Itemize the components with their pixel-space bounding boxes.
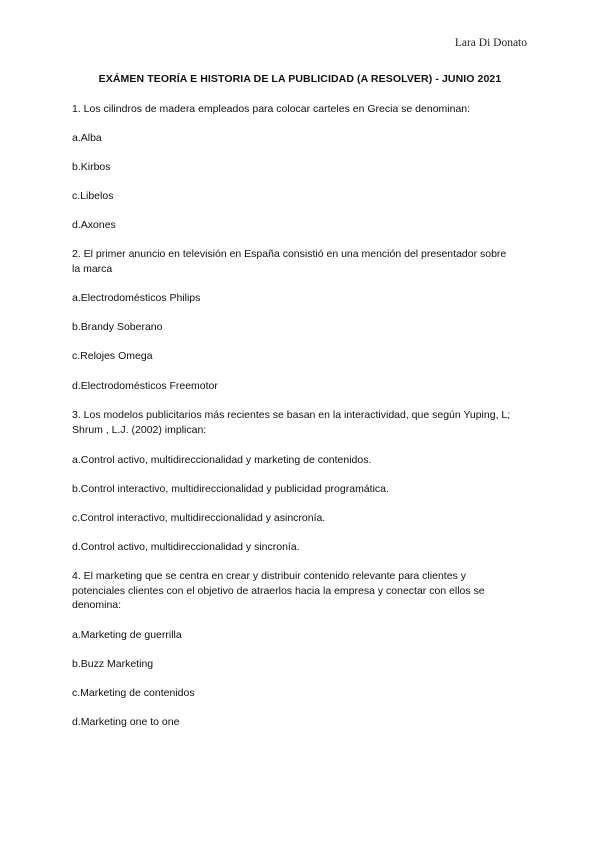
question-3-option-b: b.Control interactivo, multidireccionalidad y publicidad programática.: [72, 483, 389, 495]
question-3-option-a: a.Control activo, multidireccionalidad y marketing de contenidos.: [72, 454, 372, 466]
question-1-text: 1. Los cilindros de madera empleados para colocar carteles en Grecia se denominan:: [72, 103, 471, 115]
question-2-option-b: b.Brandy Soberano: [72, 321, 163, 333]
question-4-option-c: c.Marketing de contenidos: [72, 687, 195, 699]
question-4-option-a: a.Marketing de guerrilla: [72, 629, 182, 641]
question-1-option-b: b.Kirbos: [72, 161, 111, 173]
question-4-text: 4. El marketing que se centra en crear y distribuir contenido relevante para clientes y potenciales clientes con el objetivo de atraerlos hacia la empresa y conectar con ellos se denomina:: [72, 570, 485, 611]
question-2-option-d: d.Electrodomésticos Freemotor: [72, 380, 218, 392]
question-1-option-d: d.Axones: [72, 219, 116, 231]
question-2-option-a: a.Electrodomésticos Philips: [72, 292, 201, 304]
page-title: EXÁMEN TEORÍA E HISTORIA DE LA PUBLICIDAD (A RESOLVER) - JUNIO 2021: [98, 73, 502, 85]
question-4-option-d: d.Marketing one to one: [72, 716, 180, 728]
question-3-text: 3. Los modelos publicitarios más recientes se basan en la interactividad, que según Yuping, L; Shrum , L.J. (2002) implican:: [72, 409, 511, 436]
question-1-option-a: a.Alba: [72, 132, 102, 144]
question-4-option-b: b.Buzz Marketing: [72, 658, 154, 670]
question-1-option-c: c.Libelos: [72, 190, 114, 202]
question-3-option-c: c.Control interactivo, multidireccionalidad y asincronía.: [72, 512, 326, 524]
question-2-option-c: c.Relojes Omega: [72, 350, 153, 362]
question-3-option-d: d.Control activo, multidireccionalidad y sincronía.: [72, 541, 300, 553]
author-name: Lara Di Donato: [454, 37, 527, 49]
question-2-text: 2. El primer anuncio en televisión en España consistió en una mención del presentador sobre la marca: [72, 248, 507, 275]
